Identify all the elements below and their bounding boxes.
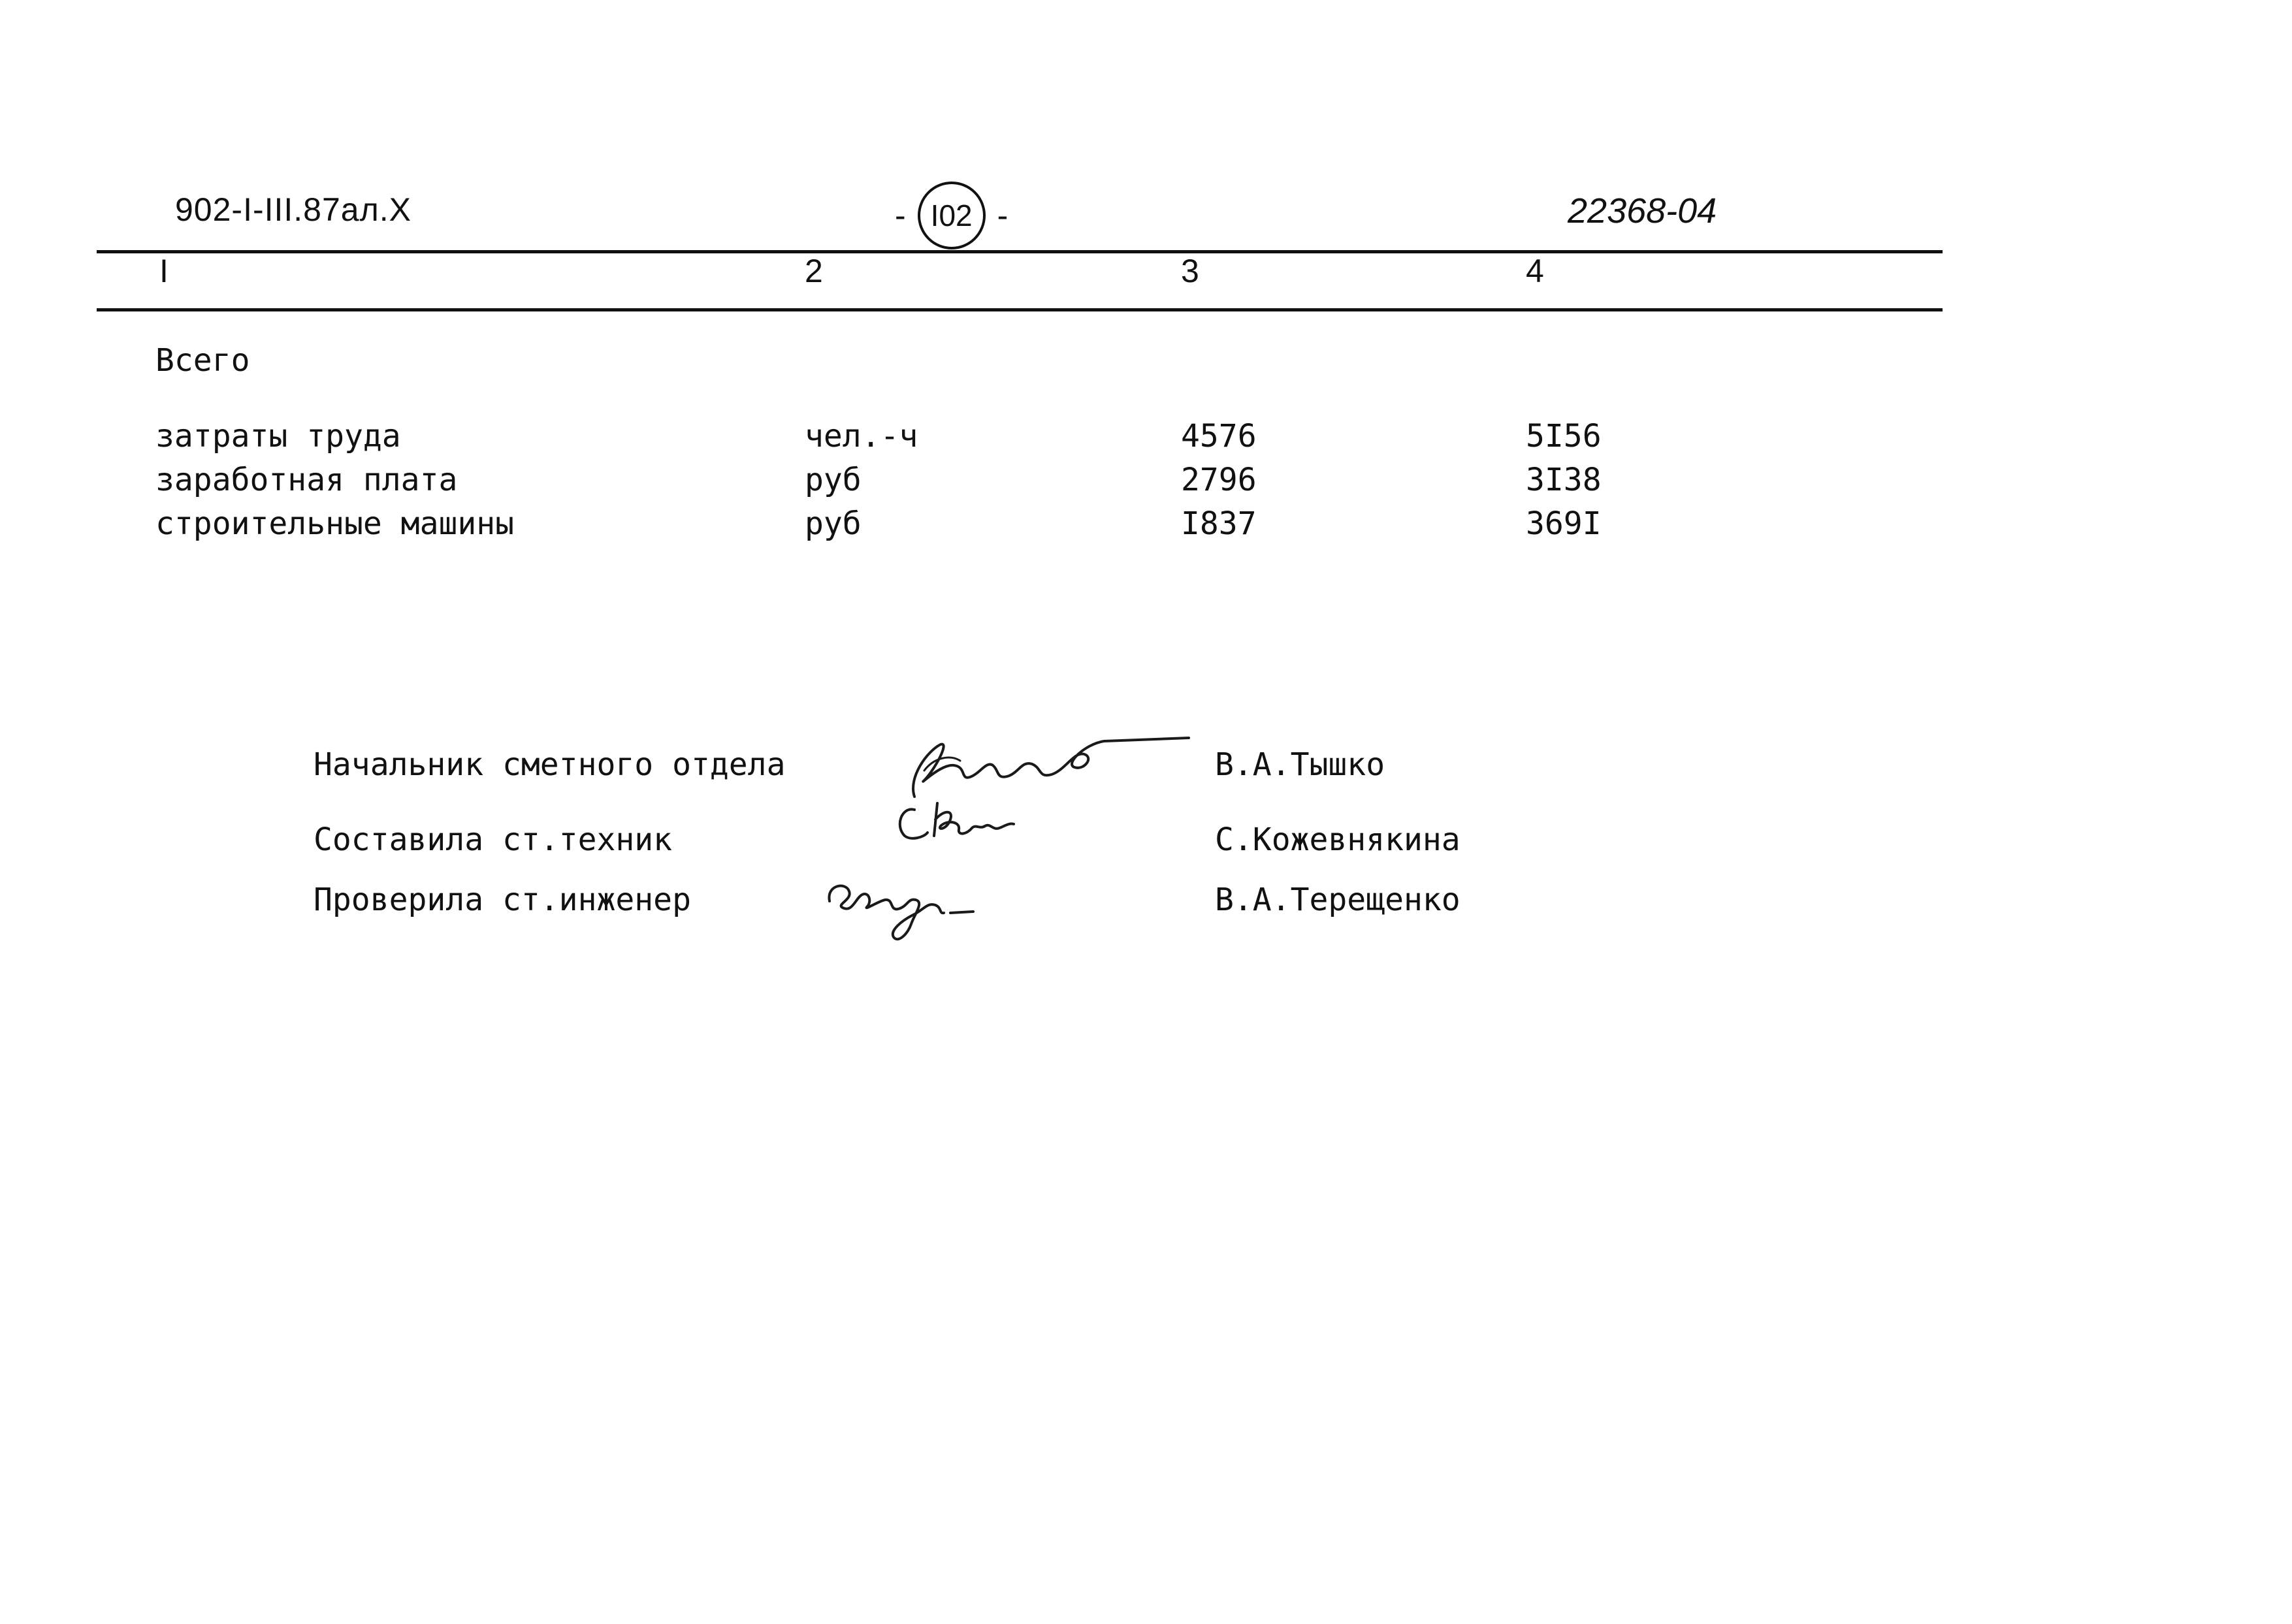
row-1-name: затраты труда [155, 418, 401, 454]
signature-role-1: Начальник сметного отдела [314, 746, 786, 783]
table-top-rule [97, 250, 1943, 253]
handwritten-signature-3 [816, 862, 986, 960]
sheet-code: 22368-04 [1568, 191, 1717, 231]
section-title: Всего [155, 342, 250, 379]
table-header-rule [97, 308, 1943, 311]
column-header-2: 2 [805, 253, 823, 289]
page-number-circle [918, 182, 986, 249]
row-3-col3: I837 [1181, 505, 1257, 542]
page-number: I02 [930, 199, 973, 232]
page-number-block [895, 182, 1008, 249]
column-header-1: I [159, 253, 169, 289]
handwritten-signature-2 [888, 790, 1045, 855]
row-3-name: строительные машины [155, 505, 515, 542]
row-2-col3: 2796 [1181, 462, 1257, 498]
page-dash-right: - [997, 197, 1009, 234]
signature-role-3: Проверила ст.инженер [314, 882, 691, 918]
row-2-unit: руб [805, 462, 862, 498]
signature-name-1: В.А.Тышко [1215, 746, 1385, 783]
signature-name-3: В.А.Терещенко [1215, 882, 1461, 918]
row-2-col4: 3I38 [1526, 462, 1602, 498]
row-3-col4: 369I [1526, 505, 1602, 542]
row-1-unit: чел.-ч [805, 418, 918, 454]
document-code: 902-I-III.87ал.X [175, 191, 412, 228]
column-header-4: 4 [1526, 253, 1544, 289]
page-dash-left: - [895, 197, 906, 234]
row-3-unit: руб [805, 505, 862, 542]
column-header-3: 3 [1181, 253, 1199, 289]
signature-role-2: Составила ст.техник [314, 821, 673, 858]
signature-name-2: С.Кожевнякина [1215, 821, 1461, 858]
row-1-col3: 4576 [1181, 418, 1257, 454]
row-2-name: заработная плата [155, 462, 458, 498]
row-1-col4: 5I56 [1526, 418, 1602, 454]
